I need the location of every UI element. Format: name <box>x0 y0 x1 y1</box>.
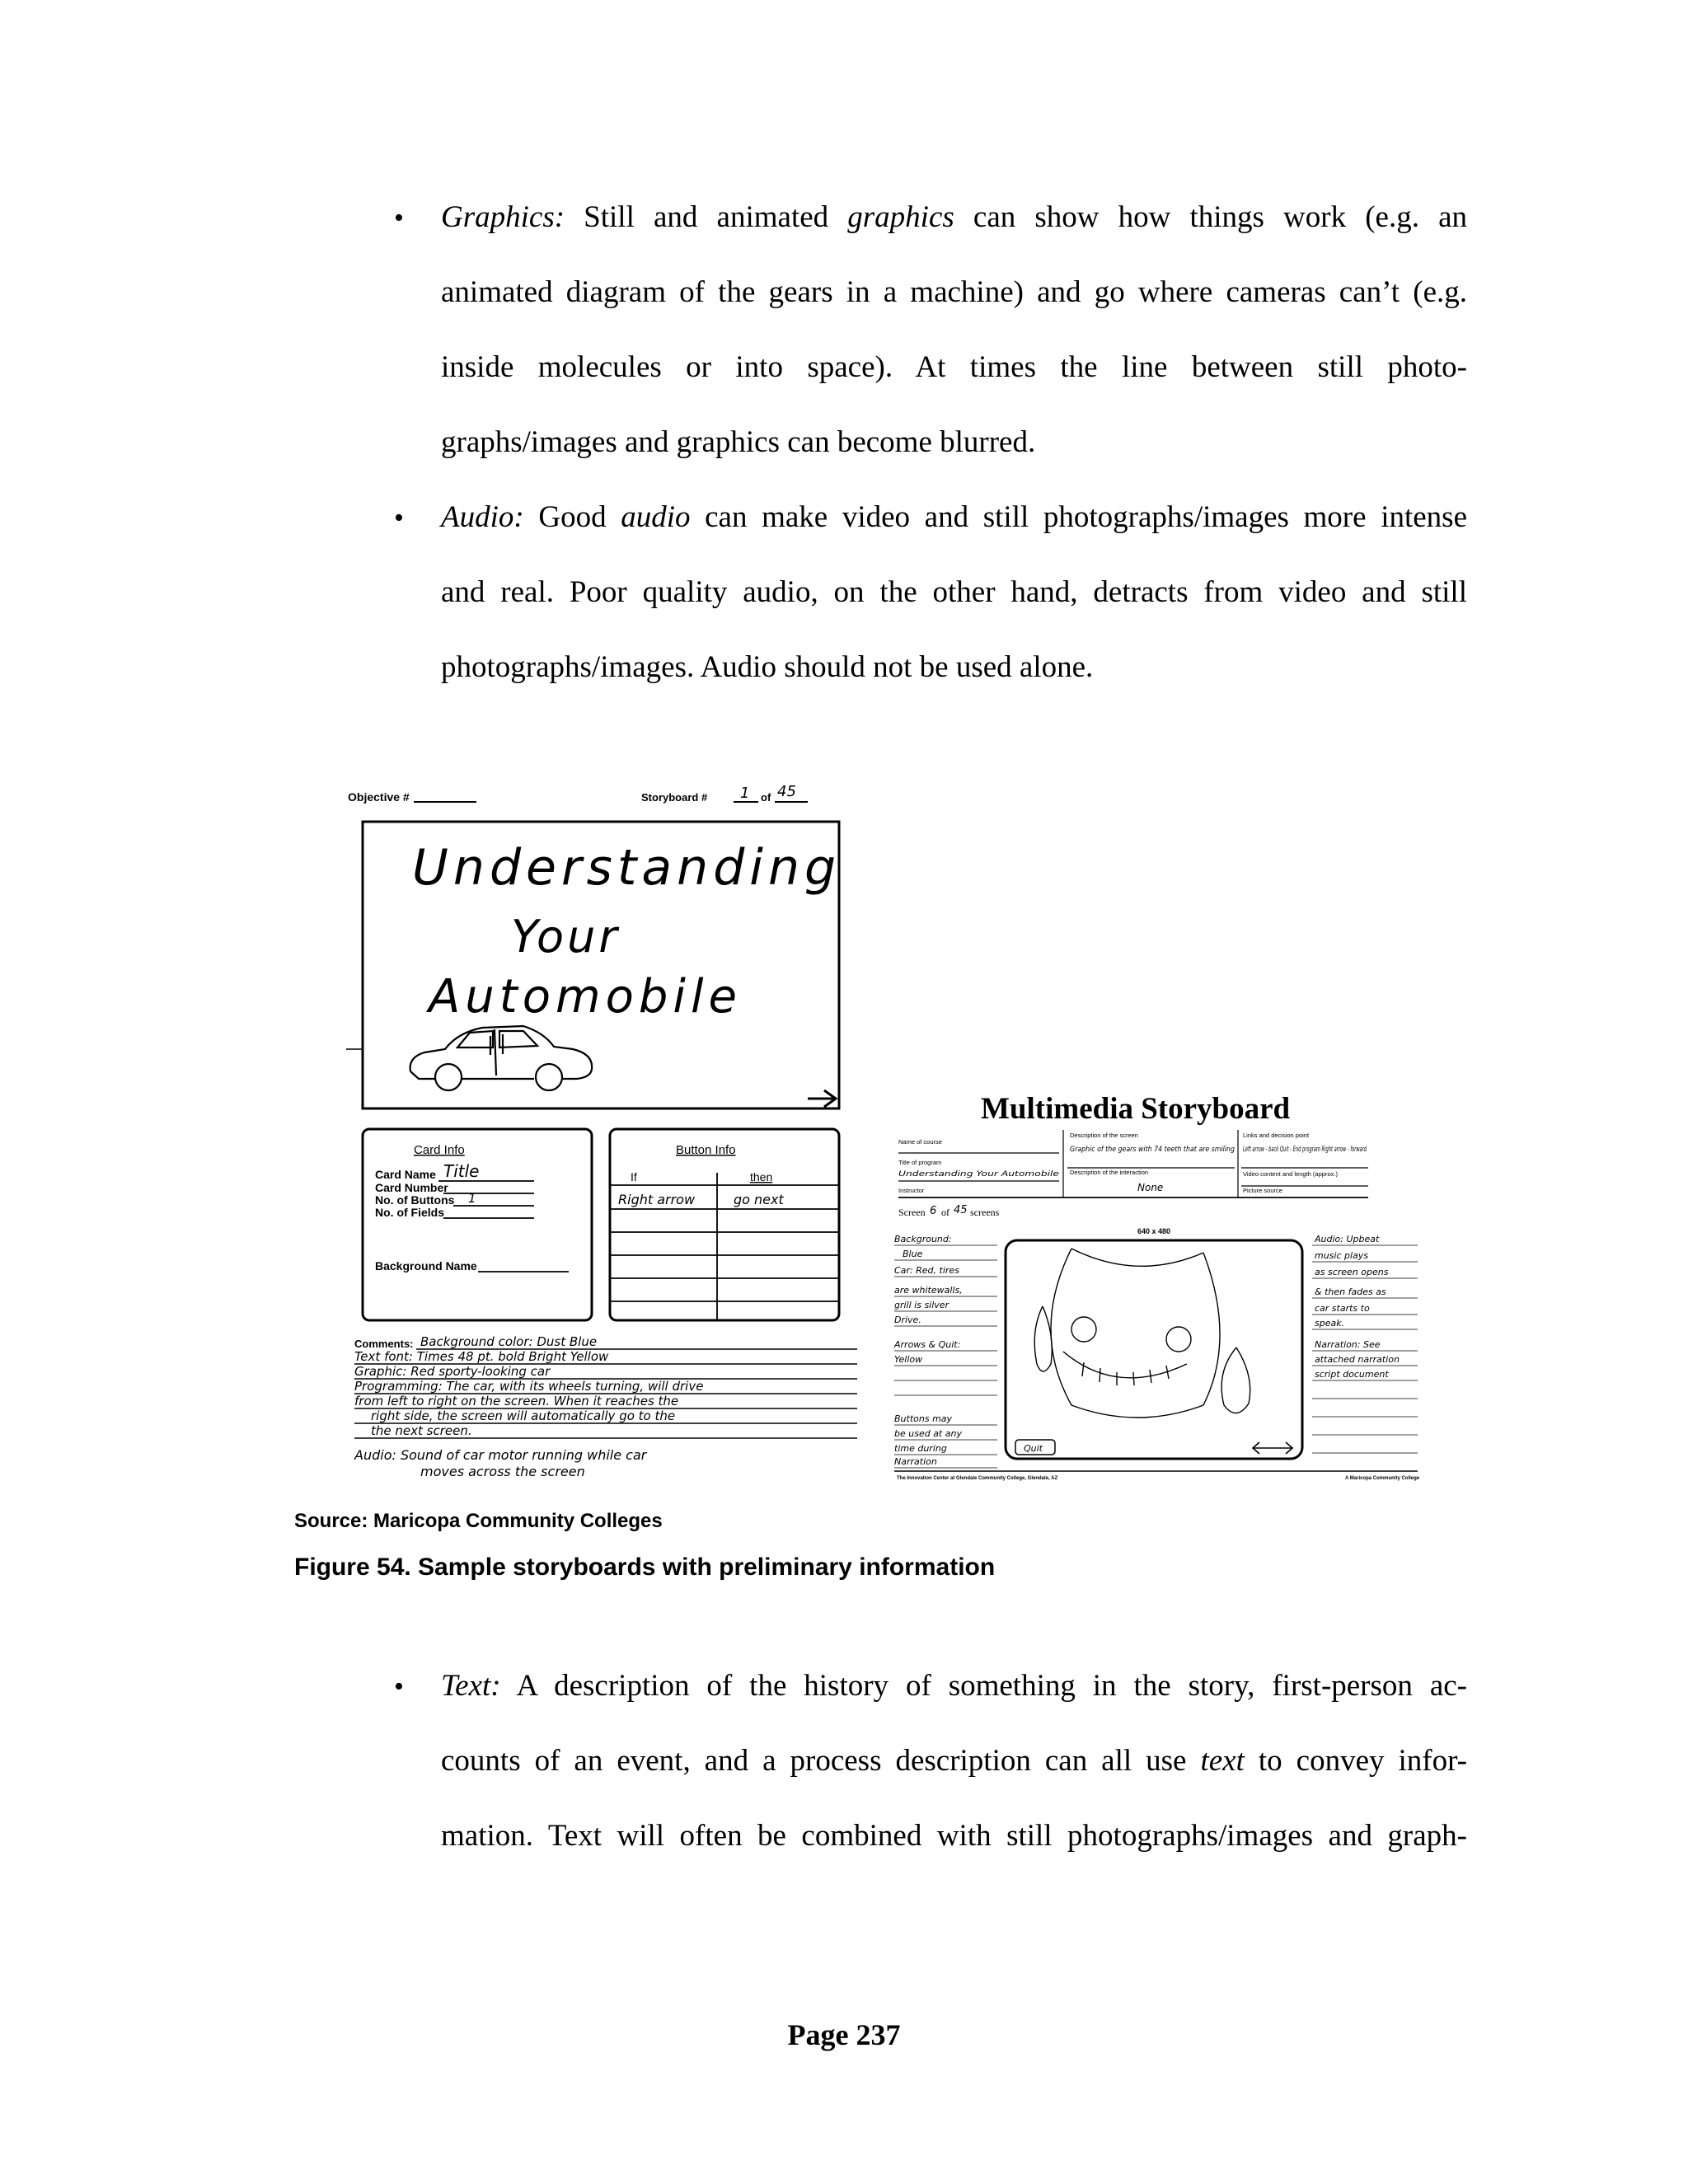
right-card-right-notes <box>1314 1234 1400 1380</box>
svg-text:script document: script document <box>1315 1369 1389 1380</box>
screens-label: screens <box>970 1207 1000 1218</box>
graphics-line-3: inside molecules or into space). At times the line between still photo- <box>441 350 1467 384</box>
figure-caption: Figure 54. Sample storyboards with preliminary information <box>294 1554 996 1581</box>
text-line-1: Text: A description of the history of something in the story, first-person ac- <box>441 1669 1467 1703</box>
bullet-graphics: • <box>394 203 404 233</box>
comment-line-2: Text font: Times 48 pt. bold Bright Yellow <box>354 1349 609 1364</box>
objective-label: Objective # <box>348 790 410 804</box>
right-card-footer-left: The Innovation Center at Glendale Community College, Glendale, AZ <box>897 1476 1058 1481</box>
svg-text:time during: time during <box>894 1443 947 1454</box>
svg-text:Background:: Background: <box>894 1234 952 1244</box>
figure-storyboards <box>346 771 1426 1504</box>
comment-line-6: right side, the screen will automatically go to the <box>371 1408 676 1423</box>
then-value: go next <box>734 1192 784 1207</box>
svg-text:attached narration: attached narration <box>1315 1354 1400 1365</box>
desc-interaction-value: None <box>1137 1182 1164 1193</box>
car-sketch <box>410 1026 593 1090</box>
svg-text:car starts to: car starts to <box>1315 1303 1370 1314</box>
right-card-footer-right: A Maricopa Community College <box>1345 1476 1420 1481</box>
quit-label: Quit <box>1024 1443 1043 1454</box>
name-of-course-label: Name of course <box>898 1138 942 1146</box>
graphics-line-4: graphs/images and graphics can become blurred. <box>441 425 1036 459</box>
desc-interaction-label: Description of the interaction <box>1070 1169 1149 1176</box>
svg-text:speak.: speak. <box>1315 1318 1345 1329</box>
buttons-value: 1 <box>468 1191 476 1206</box>
audio-line-2: and real. Poor quality audio, on the other hand, detracts from video and still <box>441 575 1467 609</box>
graphics-line-1: Graphics: Still and animated graphics can show how things work (e.g. an <box>441 200 1467 234</box>
screen-total: 45 <box>954 1204 968 1216</box>
right-card-left-notes <box>893 1234 963 1467</box>
card-info-box <box>363 1129 592 1320</box>
storyboard-drawings <box>346 771 1426 1504</box>
comment-line-1: Background color: Dust Blue <box>420 1334 598 1349</box>
screen-number: 6 <box>930 1205 937 1217</box>
if-label: If <box>631 1170 637 1183</box>
right-arrow-icon <box>808 1090 836 1107</box>
svg-text:Audio: Upbeat: Audio: Upbeat <box>1315 1234 1380 1244</box>
svg-text:Narration: See: Narration: See <box>1315 1339 1381 1350</box>
card-name-label: Card Name <box>375 1168 436 1181</box>
storyboard-total: 45 <box>777 783 796 800</box>
storyboard-of: of <box>761 791 771 804</box>
title-of-program-value: Understanding Your Automobile <box>898 1170 1060 1179</box>
card-number-label: Card Number <box>375 1181 448 1194</box>
then-label: then <box>750 1170 773 1183</box>
bullet-audio: • <box>394 503 404 533</box>
screen-of: of <box>941 1207 950 1218</box>
picture-source-label: Picture source <box>1243 1187 1282 1194</box>
text-line-2: counts of an event, and a process description can all use text to convey infor- <box>441 1744 1467 1778</box>
title-of-program-label: Title of program <box>898 1159 942 1166</box>
svg-text:Narration: Narration <box>894 1456 937 1467</box>
svg-text:as screen opens: as screen opens <box>1315 1267 1389 1277</box>
if-value: Right arrow <box>618 1192 696 1207</box>
audio-comment-line-2: moves across the screen <box>420 1464 585 1479</box>
button-info-heading: Button Info <box>676 1143 736 1157</box>
svg-text:Car: Red, tires: Car: Red, tires <box>894 1265 959 1276</box>
svg-text:grill is silver: grill is silver <box>894 1300 950 1310</box>
audio-line-1: Audio: Good audio can make video and still photographs/images more intense <box>441 500 1467 534</box>
svg-text:Yellow: Yellow <box>894 1354 923 1365</box>
links-label: Links and decision point <box>1243 1132 1310 1139</box>
audio-comment-line: Audio: Sound of car motor running while car <box>354 1447 647 1463</box>
comment-line-7: the next screen. <box>371 1423 472 1438</box>
svg-text:music plays: music plays <box>1315 1250 1369 1261</box>
handwritten-title-line-3: Automobile <box>429 970 742 1024</box>
background-name-label: Background Name <box>375 1259 477 1272</box>
storyboard-number: 1 <box>740 785 750 802</box>
button-info-box <box>610 1129 839 1320</box>
resolution-label: 640 x 480 <box>1137 1227 1171 1235</box>
multimedia-storyboard-title: Multimedia Storyboard <box>981 1092 1291 1126</box>
page-number: Page 237 <box>787 2018 901 2051</box>
svg-text:be used at any: be used at any <box>894 1428 962 1439</box>
comments-label: Comments: <box>354 1338 414 1350</box>
handwritten-title-line-2: Your <box>511 911 621 963</box>
desc-screen-value: Graphic of the gears with 74 teeth that are smiling <box>1070 1146 1236 1154</box>
graphics-line-2: animated diagram of the gears in a machine) and go where cameras can’t (e.g. <box>441 275 1467 309</box>
smiling-gear-sketch <box>1034 1249 1250 1418</box>
links-value: Left arrow - back Quit - End program Right arrow - forward <box>1243 1146 1367 1154</box>
bullet-text: • <box>394 1671 404 1702</box>
card-name-value: Title <box>443 1161 480 1181</box>
video-label: Video content and length (approx.) <box>1243 1170 1338 1178</box>
svg-text:Buttons may: Buttons may <box>894 1413 953 1424</box>
buttons-label: No. of Buttons <box>375 1193 455 1207</box>
figure-source: Source: Maricopa Community Colleges <box>294 1510 663 1532</box>
text-term: Text: <box>441 1669 501 1703</box>
svg-text:are whitewalls,: are whitewalls, <box>894 1285 963 1296</box>
svg-text:& then fades as: & then fades as <box>1315 1286 1386 1297</box>
svg-text:Blue: Blue <box>903 1249 923 1259</box>
graphics-term: Graphics: <box>441 200 565 234</box>
audio-term: Audio: <box>441 500 524 534</box>
storyboard-label: Storyboard # <box>641 791 708 804</box>
comment-line-4: Programming: The car, with its wheels turning, will drive <box>354 1379 704 1394</box>
desc-screen-label: Description of the screen <box>1070 1132 1138 1139</box>
double-arrow-icon <box>1253 1442 1292 1454</box>
svg-text:Drive.: Drive. <box>894 1315 921 1325</box>
svg-text:Arrows & Quit:: Arrows & Quit: <box>894 1339 961 1350</box>
comment-line-3: Graphic: Red sporty-looking car <box>354 1364 551 1379</box>
handwritten-title-line-1: Understanding <box>412 839 842 897</box>
instructor-label: Instructor <box>898 1187 925 1194</box>
screen-sketch-frame <box>1006 1240 1302 1459</box>
comment-line-5: from left to right on the screen. When it reaches the <box>354 1394 679 1408</box>
text-line-3: mation. Text will often be combined with still photographs/images and graph- <box>441 1819 1467 1853</box>
audio-line-3: photographs/images. Audio should not be used alone. <box>441 650 1094 684</box>
screen-label: Screen <box>898 1207 926 1218</box>
card-info-heading: Card Info <box>414 1143 465 1157</box>
fields-label: No. of Fields <box>375 1206 444 1219</box>
